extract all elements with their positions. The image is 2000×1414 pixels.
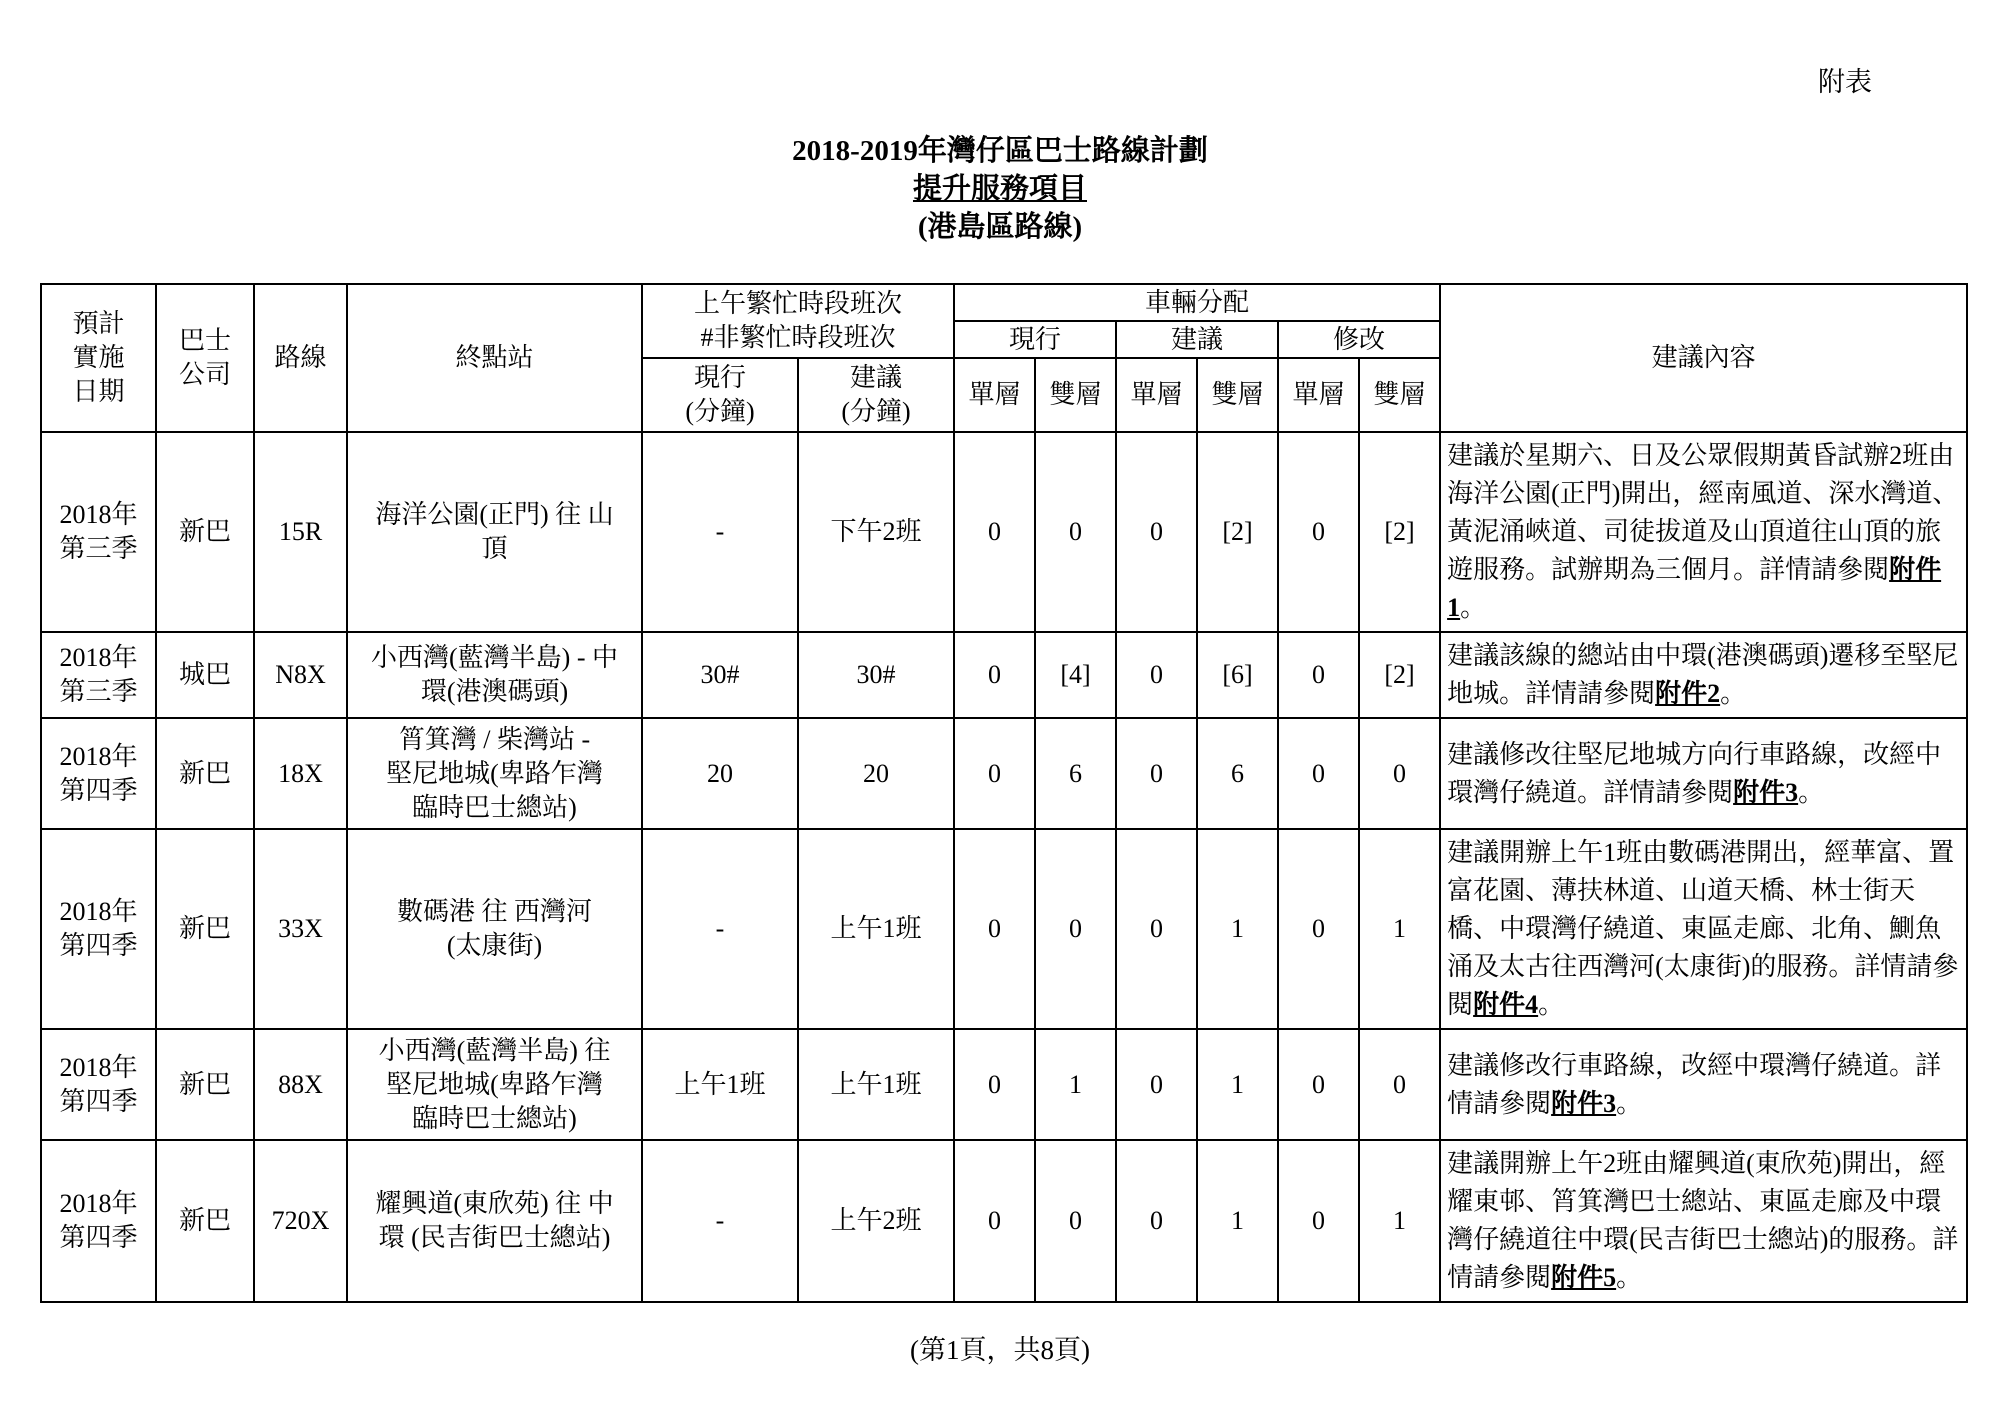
cell-chg-single: 0 xyxy=(1278,432,1359,632)
cell-chg-single: 0 xyxy=(1278,718,1359,829)
cell-freq-current: 30# xyxy=(642,632,798,718)
cell-company: 新巴 xyxy=(156,829,254,1029)
cell-proposal xyxy=(1440,1029,1967,1140)
proposal-end: 。 xyxy=(1720,679,1747,708)
cell-terminus: 筲箕灣 / 柴灣站 - 堅尼地城(卑路乍灣 臨時巴士總站) xyxy=(347,718,642,829)
cell-prop-double: [6] xyxy=(1197,632,1278,718)
cell-cur-double: 1 xyxy=(1035,1029,1116,1140)
proposal-text: 建議於星期六、日及公眾假期黃昏試辦2班由海洋公園(正門)開出，經南風道、深水灣道、 黃泥涌峽道、司徒拔道及山頂道往山頂的旅遊服務。試辦期為三個月。詳情請參閱 xyxy=(1447,441,1959,584)
cell-cur-single: 0 xyxy=(954,1140,1035,1302)
header-double-deck: 雙層 xyxy=(1035,358,1116,432)
header-freq-proposed: 建議 (分鐘) xyxy=(798,358,954,432)
annex-reference: 附件5 xyxy=(1551,1263,1617,1292)
cell-chg-single: 0 xyxy=(1278,632,1359,718)
cell-cur-double: [4] xyxy=(1035,632,1116,718)
proposal-end: 。 xyxy=(1460,593,1487,622)
document-subtitle: 提升服務項目 xyxy=(912,173,1087,205)
cell-chg-double: [2] xyxy=(1359,432,1440,632)
annex-reference: 附件2 xyxy=(1655,679,1721,708)
header-route: 路線 xyxy=(254,284,347,432)
bus-route-table xyxy=(40,283,1968,1303)
cell-cur-single: 0 xyxy=(954,829,1035,1029)
page-number: (第1頁，共8頁) xyxy=(910,1335,1090,1365)
cell-company: 新巴 xyxy=(156,432,254,632)
cell-cur-double: 0 xyxy=(1035,1140,1116,1302)
cell-prop-single: 0 xyxy=(1116,432,1197,632)
header-vehicle-current: 現行 xyxy=(954,321,1116,358)
cell-prop-double: [2] xyxy=(1197,432,1278,632)
header-double-deck: 雙層 xyxy=(1197,358,1278,432)
proposal-text: 建議開辦上午1班由數碼港開出，經華富、置富花園、薄扶林道、山道天橋、林士街天橋、中環灣仔繞道、東區走廊、北角、鰂魚涌及太古往西灣河(太康街)的服務。詳情請參閱 xyxy=(1447,838,1959,1019)
header-vehicle-change: 修改 xyxy=(1278,321,1440,358)
cell-cur-double: 6 xyxy=(1035,718,1116,829)
proposal-text: 建議修改行車路線，改經中環灣仔繞道。詳情請參閱 xyxy=(1447,1050,1942,1118)
cell-prop-double: 1 xyxy=(1197,1140,1278,1302)
cell-freq-proposed: 30# xyxy=(798,632,954,718)
header-single-deck: 單層 xyxy=(1116,358,1197,432)
header-single-deck: 單層 xyxy=(1278,358,1359,432)
proposal-end: 。 xyxy=(1616,1088,1643,1118)
cell-date: 2018年 第四季 xyxy=(41,718,156,829)
document-title: 2018-2019年灣仔區巴士路線計劃 xyxy=(792,135,1208,167)
cell-company: 新巴 xyxy=(156,1029,254,1140)
cell-chg-double: [2] xyxy=(1359,632,1440,718)
cell-freq-current: 20 xyxy=(642,718,798,829)
header-proposal: 建議內容 xyxy=(1440,284,1967,432)
cell-freq-current: - xyxy=(642,829,798,1029)
cell-chg-double: 0 xyxy=(1359,718,1440,829)
cell-cur-single: 0 xyxy=(954,432,1035,632)
cell-date: 2018年 第四季 xyxy=(41,829,156,1029)
cell-freq-proposed: 上午2班 xyxy=(798,1140,954,1302)
proposal-end: 。 xyxy=(1798,777,1825,807)
document-region: (港島區路線) xyxy=(917,211,1083,243)
header-vehicle-allocation: 車輛分配 xyxy=(954,284,1440,321)
table-row xyxy=(41,718,1967,829)
cell-freq-current: - xyxy=(642,1140,798,1302)
cell-route: 18X xyxy=(254,718,347,829)
cell-proposal xyxy=(1440,1140,1967,1302)
proposal-end: 。 xyxy=(1538,990,1565,1019)
annex-label: 附表 xyxy=(1818,67,1872,97)
cell-cur-single: 0 xyxy=(954,1029,1035,1140)
annex-reference: 附件1 xyxy=(1447,555,1942,622)
table-row xyxy=(41,632,1967,718)
cell-freq-current: - xyxy=(642,432,798,632)
cell-route: 33X xyxy=(254,829,347,1029)
cell-prop-double: 6 xyxy=(1197,718,1278,829)
cell-prop-single: 0 xyxy=(1116,718,1197,829)
cell-freq-proposed: 20 xyxy=(798,718,954,829)
cell-date: 2018年 第三季 xyxy=(41,632,156,718)
header-freq-current: 現行 (分鐘) xyxy=(642,358,798,432)
proposal-text: 建議修改往堅尼地城方向行車路線，改經中環灣仔繞道。詳情請參閱 xyxy=(1447,739,1942,807)
cell-company: 新巴 xyxy=(156,1140,254,1302)
cell-proposal xyxy=(1440,829,1967,1029)
cell-chg-single: 0 xyxy=(1278,1140,1359,1302)
cell-chg-double: 0 xyxy=(1359,1029,1440,1140)
cell-terminus: 數碼港 往 西灣河 (太康街) xyxy=(347,829,642,1029)
cell-date: 2018年 第四季 xyxy=(41,1029,156,1140)
annex-reference: 附件4 xyxy=(1473,990,1539,1019)
cell-company: 城巴 xyxy=(156,632,254,718)
cell-prop-single: 0 xyxy=(1116,829,1197,1029)
cell-freq-current: 上午1班 xyxy=(642,1029,798,1140)
cell-route: 15R xyxy=(254,432,347,632)
cell-company: 新巴 xyxy=(156,718,254,829)
cell-prop-single: 0 xyxy=(1116,632,1197,718)
cell-terminus: 耀興道(東欣苑) 往 中 環 (民吉街巴士總站) xyxy=(347,1140,642,1302)
cell-prop-double: 1 xyxy=(1197,1029,1278,1140)
cell-terminus: 海洋公園(正門) 往 山 頂 xyxy=(347,432,642,632)
cell-chg-double: 1 xyxy=(1359,1140,1440,1302)
table-row xyxy=(41,1140,1967,1302)
document-title-block xyxy=(0,132,2000,246)
cell-freq-proposed: 上午1班 xyxy=(798,829,954,1029)
cell-prop-single: 0 xyxy=(1116,1029,1197,1140)
header-date: 預計 實施 日期 xyxy=(41,284,156,432)
header-frequency: 上午繁忙時段班次 #非繁忙時段班次 xyxy=(642,284,954,358)
cell-prop-single: 0 xyxy=(1116,1140,1197,1302)
cell-terminus: 小西灣(藍灣半島) 往 堅尼地城(卑路乍灣 臨時巴士總站) xyxy=(347,1029,642,1140)
header-company: 巴士 公司 xyxy=(156,284,254,432)
cell-cur-single: 0 xyxy=(954,718,1035,829)
header-double-deck: 雙層 xyxy=(1359,358,1440,432)
header-single-deck: 單層 xyxy=(954,358,1035,432)
header-vehicle-proposed: 建議 xyxy=(1116,321,1278,358)
table-row xyxy=(41,432,1967,632)
annex-reference: 附件3 xyxy=(1551,1088,1617,1118)
cell-terminus: 小西灣(藍灣半島) - 中 環(港澳碼頭) xyxy=(347,632,642,718)
cell-proposal xyxy=(1440,632,1967,718)
cell-date: 2018年 第三季 xyxy=(41,432,156,632)
cell-route: 88X xyxy=(254,1029,347,1140)
cell-chg-single: 0 xyxy=(1278,1029,1359,1140)
cell-route: N8X xyxy=(254,632,347,718)
proposal-text: 建議開辦上午2班由耀興道(東欣苑)開出，經耀東邨、筲箕灣巴士總站、東區走廊及中環灣仔繞道往中環(民吉街巴士總站)的服務。詳情請參閱 xyxy=(1447,1149,1959,1292)
cell-cur-double: 0 xyxy=(1035,432,1116,632)
header-terminus: 終點站 xyxy=(347,284,642,432)
table-row xyxy=(41,829,1967,1029)
cell-prop-double: 1 xyxy=(1197,829,1278,1029)
cell-route: 720X xyxy=(254,1140,347,1302)
cell-freq-proposed: 上午1班 xyxy=(798,1029,954,1140)
cell-chg-single: 0 xyxy=(1278,829,1359,1029)
cell-proposal xyxy=(1440,718,1967,829)
proposal-text: 建議該線的總站由中環(港澳碼頭)遷移至堅尼地城。詳情請參閱 xyxy=(1447,641,1959,708)
cell-freq-proposed: 下午2班 xyxy=(798,432,954,632)
cell-chg-double: 1 xyxy=(1359,829,1440,1029)
table-row xyxy=(41,1029,1967,1140)
cell-proposal xyxy=(1440,432,1967,632)
cell-date: 2018年 第四季 xyxy=(41,1140,156,1302)
annex-reference: 附件3 xyxy=(1733,777,1799,807)
proposal-end: 。 xyxy=(1616,1263,1643,1292)
cell-cur-double: 0 xyxy=(1035,829,1116,1029)
cell-cur-single: 0 xyxy=(954,632,1035,718)
